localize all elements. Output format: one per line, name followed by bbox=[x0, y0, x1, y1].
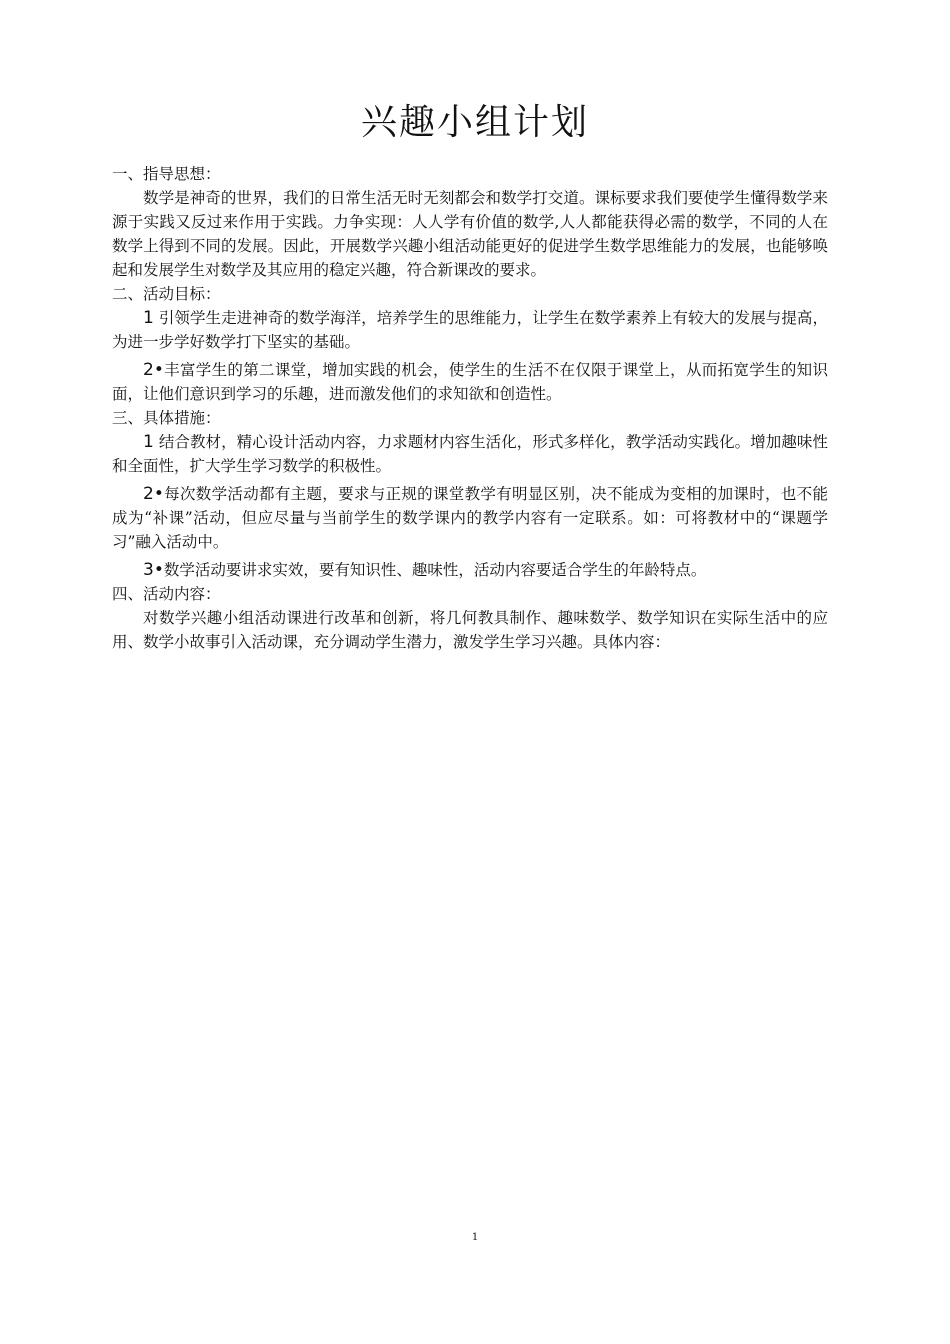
item-number: 2• bbox=[143, 484, 164, 504]
paragraph bbox=[112, 186, 828, 282]
paragraph-text: 结合教材，精心设计活动内容，力求题材内容生活化，形式多样化，教学活动实践化。增加趣味性和全面性，扩大学生学习数学的积极性。 bbox=[112, 433, 828, 475]
section-heading: 三、具体措施： bbox=[112, 409, 221, 427]
section-heading: 一、指导思想： bbox=[112, 165, 221, 183]
section-heading: 四、活动内容： bbox=[112, 585, 221, 603]
paragraph-text: 数学是神奇的世界，我们的日常生活无时无刻都会和数学打交道。课标要求我们要使学生懂得数学来源于实践又反过来作用于实践。力争实现：人人学有价值的数学,人人都能获得必需的数学，不同的人在数学上得到不同的发展。因此，开展数学兴趣小组活动能更好的促进学生数学思维能力的发展，也能够唤起和发展学生对数学及其应用的稳定兴趣，符合新课改的要求。 bbox=[112, 189, 828, 279]
paragraph bbox=[112, 606, 828, 654]
paragraph-text: 对数学兴趣小组活动课进行改革和创新，将几何教具制作、趣味数学、数学知识在实际生活中的应用、数学小故事引入活动课，充分调动学生潜力，激发学生学习兴趣。具体内容： bbox=[112, 609, 828, 651]
paragraph bbox=[112, 558, 828, 582]
item-number: 1 bbox=[143, 308, 154, 328]
paragraph-text: 引领学生走进神奇的数学海洋，培养学生的思维能力，让学生在数学素养上有较大的发展与提高，为进一步学好数学打下坚实的基础。 bbox=[112, 309, 828, 351]
paragraph bbox=[112, 306, 828, 354]
paragraph bbox=[112, 482, 828, 554]
paragraph bbox=[112, 430, 828, 478]
paragraph bbox=[112, 358, 828, 406]
document-body bbox=[112, 162, 828, 654]
paragraph-text: 丰富学生的第二课堂，增加实践的机会，使学生的生活不在仅限于课堂上，从而拓宽学生的知识面，让他们意识到学习的乐趣，进而激发他们的求知欲和创造性。 bbox=[112, 361, 828, 403]
item-number: 2• bbox=[143, 360, 164, 380]
item-number: 1 bbox=[143, 432, 154, 452]
page-number: 1 bbox=[471, 1232, 479, 1243]
paragraph-text: 每次数学活动都有主题，要求与正规的课堂教学有明显区别，决不能成为变相的加课时，也不能成为“补课”活动，但应尽量与当前学生的数学课内的教学内容有一定联系。如：可将教材中的“课题学习”融入活动中。 bbox=[112, 485, 828, 551]
document-title: 兴趣小组计划 bbox=[360, 102, 589, 143]
item-number: 3• bbox=[143, 560, 164, 580]
paragraph-text: 数学活动要讲求实效，要有知识性、趣味性，活动内容要适合学生的年龄特点。 bbox=[163, 561, 707, 579]
section-heading: 二、活动目标： bbox=[112, 285, 221, 303]
